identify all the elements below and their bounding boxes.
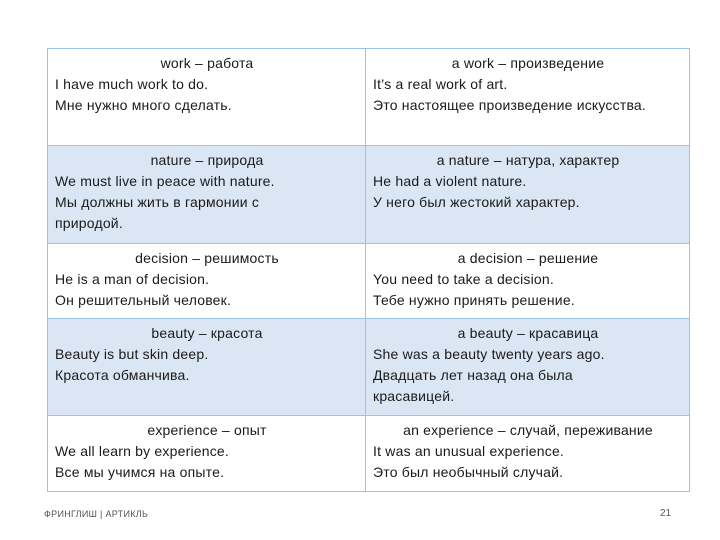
cell-an-experience <box>366 416 690 492</box>
russian-translation: Это был необычный случай. <box>373 464 564 480</box>
english-example: You need to take a decision. <box>373 271 554 287</box>
cell-work <box>48 49 366 146</box>
word-heading: an experience – случай, переживание <box>403 422 653 438</box>
cell-beauty <box>48 319 366 416</box>
vocabulary-table <box>47 48 690 492</box>
word-heading: experience – опыт <box>147 422 267 438</box>
russian-translation: У него был жестокий характер. <box>373 194 580 210</box>
cell-a-nature <box>366 146 690 244</box>
word-heading: decision – решимость <box>135 250 279 266</box>
russian-translation: Мы должны жить в гармонии с <box>55 194 260 210</box>
table-row <box>48 146 690 244</box>
russian-translation-cont: красавицей. <box>373 388 455 404</box>
russian-translation: Мне нужно много сделать. <box>55 97 232 113</box>
table-row <box>48 319 690 416</box>
table-row <box>48 244 690 319</box>
russian-translation: Он решительный человек. <box>55 292 232 308</box>
russian-translation: Тебе нужно принять решение. <box>373 292 575 308</box>
cell-a-beauty <box>366 319 690 416</box>
english-example: He is a man of decision. <box>55 271 210 287</box>
russian-translation: Двадцать лет назад она была <box>373 367 573 383</box>
cell-nature <box>48 146 366 244</box>
cell-experience <box>48 416 366 492</box>
cell-decision <box>48 244 366 319</box>
footer-caption: ФРИНГЛИШ | АРТИКЛЬ <box>44 509 149 519</box>
english-example: We all learn by experience. <box>55 443 230 459</box>
english-example: I have much work to do. <box>55 76 209 92</box>
word-heading: a work – произведение <box>451 55 605 71</box>
cell-a-decision <box>366 244 690 319</box>
english-example: She was a beauty twenty years ago. <box>373 346 605 362</box>
word-heading: a nature – натура, характер <box>436 152 620 168</box>
russian-translation: Красота обманчива. <box>55 367 190 383</box>
english-example: We must live in peace with nature. <box>55 173 275 189</box>
english-example: It was an unusual experience. <box>373 443 565 459</box>
table-row <box>48 49 690 146</box>
cell-a-work <box>366 49 690 146</box>
english-example: He had a violent nature. <box>373 173 527 189</box>
english-example: Beauty is but skin deep. <box>55 346 209 362</box>
english-example: It’s a real work of art. <box>373 76 508 92</box>
word-heading: beauty – красота <box>151 325 263 341</box>
russian-translation-cont: природой. <box>55 215 123 231</box>
russian-translation: Все мы учимся на опыте. <box>55 464 225 480</box>
word-heading: a decision – решение <box>457 250 599 266</box>
word-heading: work – работа <box>160 55 254 71</box>
word-heading: nature – природа <box>150 152 264 168</box>
page-number: 21 <box>660 508 672 519</box>
russian-translation: Это настоящее произведение искусства. <box>373 97 647 113</box>
word-heading: a beauty – красавица <box>457 325 599 341</box>
table-row <box>48 416 690 492</box>
